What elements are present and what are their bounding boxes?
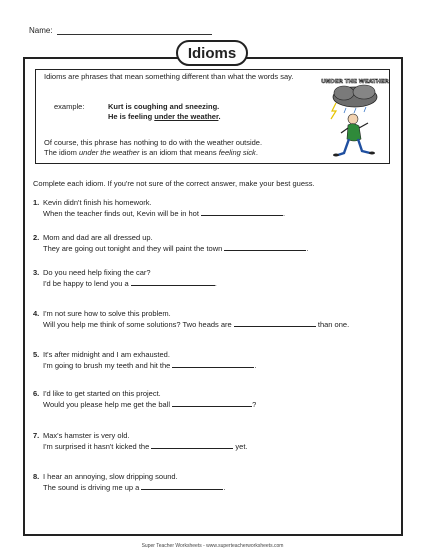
answer-blank[interactable] [141,482,226,492]
example-label: example: [54,102,85,111]
explanation-meaning: feeling sick [218,148,256,157]
question-line1: Do you need help fixing the car? [43,268,151,277]
name-line[interactable] [57,26,212,35]
question-line2-pre: I'm going to brush my teeth and hit the [43,361,173,370]
page-title: Idioms [176,40,248,66]
question-number: 2. [33,233,40,242]
answer-blank[interactable] [151,441,233,449]
lightning-bolt [331,103,336,119]
explanation-line2-b: is an idiom that means [139,148,219,157]
explanation-line1: Of course, this phrase has nothing to do with the weather outside. [44,138,263,147]
question-line1: It's after midnight and I am exhausted. [43,350,170,359]
question-line2-post: yet. [233,442,248,451]
question-item [33,268,217,289]
question-line1: I'm not sure how to solve this problem. [43,309,171,318]
question-line2-pre: Will you help me think of some solutions? Two heads are [43,320,234,329]
question-line2-post: ? [252,400,257,409]
question-number: 4. [33,309,40,318]
instructions: Complete each idiom. If you're not sure of the correct answer, make your best guess. [33,179,315,188]
question-line2-pre: I'd be happy to lend you a [43,279,131,288]
explanation-line2-c: . [255,148,258,157]
question-number: 8. [33,472,40,481]
explanation-line2-a: The idiom [44,148,80,157]
example-block [44,102,221,122]
question-line1: Kevin didn't finish his homework. [43,198,152,207]
answer-blank[interactable] [131,278,215,286]
sick-person [333,114,375,157]
question-line1: I hear an annoying, slow dripping sound. [43,472,178,481]
question-text [43,233,308,254]
question-line2-pre: I'm surprised it hasn't kicked the [43,442,152,451]
answer-blank[interactable] [224,243,309,253]
question-text [43,389,256,410]
definition-intro: Idioms are phrases that mean something different than what the words say. [44,72,294,81]
question-number: 5. [33,350,40,359]
question-number: 3. [33,268,40,277]
answer-blank[interactable] [201,208,286,218]
example-body [108,102,221,122]
example-idiom: under the weather [154,112,219,121]
question-item [33,233,308,254]
question-text [43,268,217,289]
question-line2-post: . [223,483,226,492]
art-caption: UNDER THE WEATHER [321,79,389,85]
answer-blank[interactable] [234,319,316,327]
explanation [44,138,344,158]
question-line2-post: . [214,279,217,288]
question-line2-post: . [306,244,309,253]
question-line2-post: than one. [315,320,350,329]
question-line1: Mom and dad are all dressed up. [43,233,153,242]
question-line2-pre: They are going out tonight and they will paint the town [43,244,225,253]
question-line2-pre: The sound is driving me up a [43,483,142,492]
question-item [33,472,225,493]
storm-cloud [333,85,377,107]
under-the-weather-illustration [321,73,389,161]
question-number: 7. [33,431,40,440]
question-number: 6. [33,389,40,398]
name-label: Name: [29,26,53,35]
question-text [43,198,285,219]
rain-drops [344,107,366,113]
question-line2-post: . [254,361,257,370]
question-text [43,472,225,493]
question-text [43,309,349,330]
answer-blank[interactable] [172,399,252,407]
example-line2-pre: He is feeling [108,112,155,121]
question-item [33,198,285,219]
question-line2-post: . [283,209,286,218]
answer-blank[interactable] [172,360,257,370]
question-text [43,350,257,371]
question-text [43,431,248,452]
question-item [33,309,349,330]
question-item [33,431,248,452]
explanation-idiom: under the weather [79,148,140,157]
name-field [29,26,212,35]
question-item [33,350,257,371]
example-line2-post: . [218,112,221,121]
question-line2-pre: Would you please help me get the ball [43,400,173,409]
question-line1: I'd like to get started on this project. [43,389,161,398]
question-line2-pre: When the teacher finds out, Kevin will be in hot [43,209,202,218]
example-line1: Kurt is coughing and sneezing. [108,102,220,111]
question-line1: Max's hamster is very old. [43,431,130,440]
question-item [33,389,256,410]
footer: Super Teacher Worksheets - www.superteacherworksheets.com [141,543,284,549]
question-number: 1. [33,198,40,207]
